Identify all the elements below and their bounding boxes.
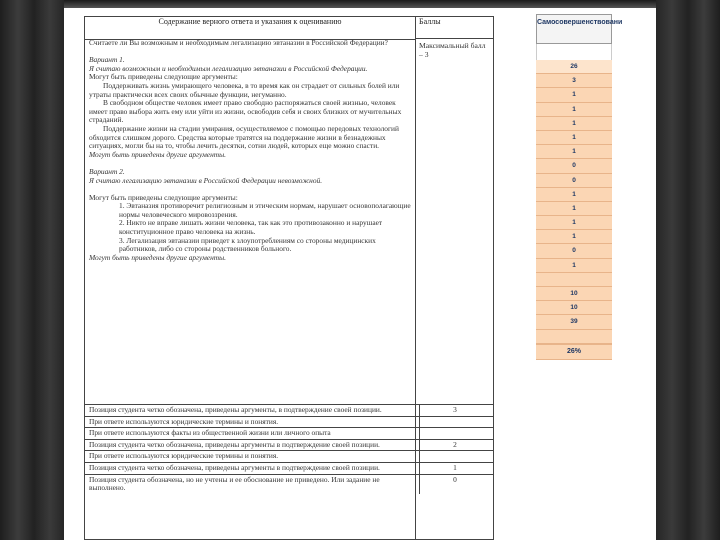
variant2-intro: Могут быть приведены следующие аргументы: [89, 192, 238, 202]
curtain-top [64, 0, 656, 8]
self-assessment-cell: 0 [536, 159, 612, 173]
criteria-text: Позиция студента обозначена, но не учтены и ее обоснование не приведено. Или задание не выполнено. [85, 475, 420, 494]
variant2-arg3-number: 3. [119, 235, 125, 245]
criteria-row [85, 474, 493, 494]
self-assessment-cell: 26 [536, 60, 612, 74]
self-assessment-cell: 1 [536, 188, 612, 202]
self-assessment-cell: 0 [536, 244, 612, 258]
criteria-row [85, 404, 493, 416]
self-assessment-cell: 10 [536, 301, 612, 315]
score-column-header: Баллы [415, 17, 493, 39]
variant2-arg1-number: 1. [119, 201, 125, 211]
self-assessment-cell: 1 [536, 88, 612, 102]
variant2-arg2-text: Никто не вправе лишать жизни человека, так как это противозаконно и нарушает конституционное право человека на жизнь. [119, 218, 383, 237]
variant1-intro: Могут быть приведены следующие аргументы: [89, 72, 238, 82]
slide-page [64, 8, 656, 540]
sheet-gap [536, 44, 612, 60]
variant2-title: Вариант 2. [89, 166, 125, 176]
variant2-arg2-number: 2. [119, 218, 125, 228]
variant1-arg3: Поддержание жизни на стадии умирания, осуществляемое с помощью передовых технологий обходится слишком дорого. Средства которые тратятся на поддержание жизни в безнадежных ситуациях, могли бы на то, чтобы лечить десятки, сотни людей, которых еще можно спасти. [89, 123, 399, 151]
self-assessment-cell: 1 [536, 103, 612, 117]
self-assessment-cell: 1 [536, 131, 612, 145]
criteria-text: Позиция студента четко обозначена, приведены аргументы в подтверждение своей позиции. [85, 440, 420, 451]
self-assessment-cell: 1 [536, 117, 612, 131]
criteria-score [420, 451, 490, 462]
criteria-text: Позиция студента четко обозначена, приведены аргументы в подтверждение своей позиции. [85, 463, 420, 474]
self-assessment-cell: 10 [536, 287, 612, 301]
criteria-row [85, 450, 493, 462]
criteria-score: 1 [453, 462, 457, 472]
criteria-row [85, 416, 493, 428]
criteria-row [85, 462, 493, 474]
self-assessment-cell: 1 [536, 145, 612, 159]
variant1-title: Вариант 1. [89, 55, 125, 65]
criteria-score: 3 [453, 405, 457, 414]
criteria-score [420, 417, 490, 428]
max-score-label: Максимальный балл – 3 [419, 41, 486, 59]
self-assessment-cell [536, 330, 612, 344]
criteria-text: При ответе используются юридические термины и понятия. [85, 451, 420, 462]
variant2-arg3 [89, 237, 411, 254]
variant2-other: Могут быть приведены другие аргументы. [89, 252, 226, 262]
criteria-score: 2 [453, 439, 457, 449]
self-assessment-cell: 39 [536, 315, 612, 329]
criteria-score [420, 428, 490, 439]
answer-content [89, 39, 411, 262]
criteria-text: При ответе используются факты из общественной жизни или личного опыта [85, 428, 420, 439]
variant2-arg2 [89, 219, 411, 236]
content-column-header: Содержание верного ответа и указания к оцениванию [85, 17, 416, 40]
question-text: Считаете ли Вы возможным и необходимым легализацию эвтаназии в Российской Федерации? [89, 38, 388, 47]
variant2-thesis: Я считаю легализацию эвтаназии в Российской Федерации невозможной. [89, 175, 323, 185]
criteria-score: 0 [453, 474, 457, 484]
self-assessment-cell: 1 [536, 259, 612, 273]
criteria-rows [85, 404, 493, 494]
variant1-arg1: Поддерживать жизнь умирающего человека, в то время как он страдает от сильных болей или утраты практически всех своих обычные функции, негуманно. [89, 80, 400, 99]
criteria-row [85, 439, 493, 451]
self-assessment-cell: 1 [536, 202, 612, 216]
variant1-other: Могут быть приведены другие аргументы. [89, 149, 226, 159]
variant2-arg3-text: Легализация эвтаназии приведет к злоупотреблениям со стороны медицинских работников, либо со стороны родственников больного. [119, 235, 376, 254]
criteria-row [85, 427, 493, 439]
self-assessment-sheet [536, 14, 623, 360]
self-assessment-header: Самосовершенствовани [536, 14, 612, 44]
self-assessment-cell: 3 [536, 74, 612, 88]
variant2-arg1-text: Эвтаназия противоречит религиозным и этическим нормам, нарушает основополагающие нормы человеческого мировоззрения. [119, 201, 411, 219]
answer-table [84, 16, 494, 540]
criteria-text: При ответе используются юридические термины и понятия. [85, 417, 420, 428]
self-assessment-cell: 0 [536, 174, 612, 188]
criteria-text: Позиция студента четко обозначена, приведены аргументы, в подтверждение своей позиции. [85, 405, 420, 416]
variant1-thesis: Я считаю возможным и необходимым легализацию эвтаназии в Российской Федерации. [89, 63, 368, 73]
self-assessment-cells [536, 60, 612, 360]
self-assessment-cell [536, 273, 612, 287]
self-assessment-cell: 1 [536, 216, 612, 230]
variant1-arg2: В свободном обществе человек имеет право свободно распоряжаться своей жизнью, человек имеет право выбора жить ему или уйти из жизни, освободив себя и своих близких от мучительных страданий. [89, 98, 402, 125]
self-assessment-cell: 1 [536, 230, 612, 244]
self-assessment-cell: 26% [536, 344, 612, 360]
variant2-arg1 [89, 202, 411, 219]
